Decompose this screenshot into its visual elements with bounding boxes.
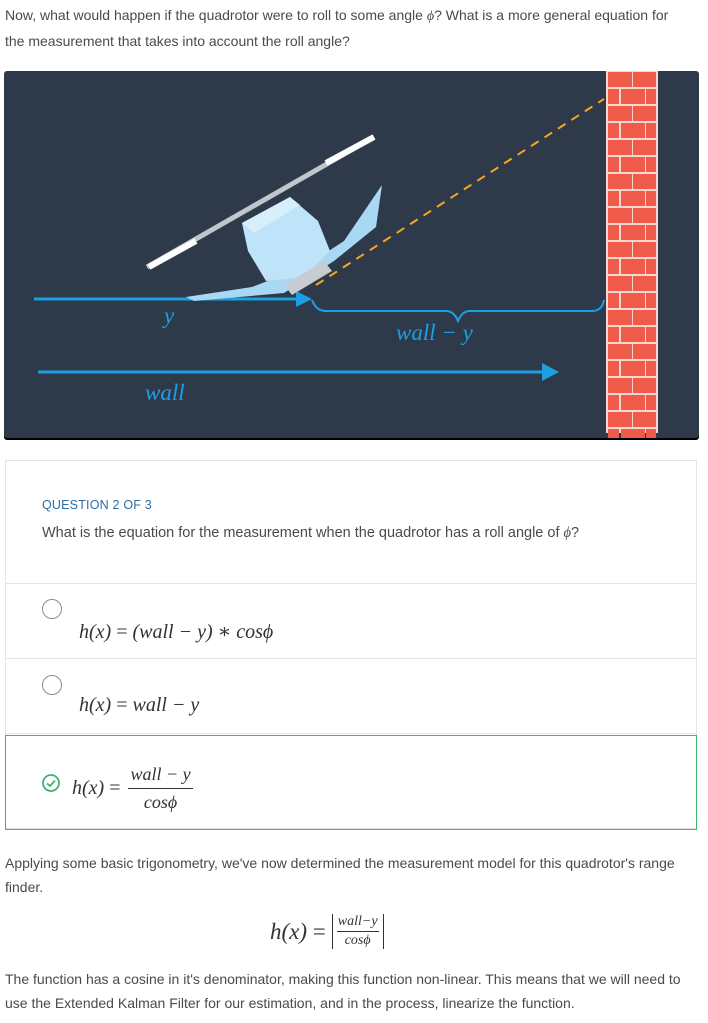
radio-button[interactable] [42, 675, 62, 695]
brick [608, 310, 632, 325]
label-y: y [164, 303, 175, 328]
model-matrix [332, 914, 384, 949]
brick [608, 208, 632, 223]
brick [608, 225, 619, 240]
model-lhs: h(x) [270, 918, 308, 944]
option-equation [79, 619, 273, 644]
brick [646, 157, 656, 172]
brick [633, 242, 656, 257]
brick [608, 140, 632, 155]
option-lhs: h(x) [79, 694, 112, 716]
question-header [6, 461, 696, 584]
brick [633, 174, 656, 189]
range-beam [316, 99, 604, 285]
brick [608, 174, 632, 189]
option-equation [72, 764, 193, 813]
brick [621, 361, 645, 376]
diagram-svg [4, 71, 699, 438]
brick [621, 293, 645, 308]
brick [646, 327, 656, 342]
quadrotor-roll-diagram [4, 71, 699, 438]
brick [608, 276, 632, 291]
brick [608, 327, 619, 342]
quiz-card [5, 460, 697, 829]
intro-phi: ϕ [426, 9, 435, 24]
brick [633, 72, 656, 87]
model-layout [270, 914, 384, 949]
answer-option-1[interactable] [6, 583, 696, 659]
brick [621, 191, 645, 206]
brick [633, 310, 656, 325]
brick [621, 225, 645, 240]
option-lhs-cell [72, 764, 128, 813]
brick [608, 72, 632, 87]
question-text-1: What is the equation for the measurement when the quadrotor has a roll angle of [42, 525, 564, 541]
question-counter: QUESTION 2 OF 3 [42, 498, 152, 512]
option-equals: = [116, 621, 128, 643]
brick [608, 293, 619, 308]
brick [633, 106, 656, 121]
brick [646, 259, 656, 274]
brick [621, 89, 645, 104]
brick [646, 123, 656, 138]
brick [646, 429, 656, 438]
option-equals: = [109, 777, 121, 799]
correct-check-icon [42, 774, 60, 792]
question-phi: ϕ [563, 525, 572, 541]
brick [633, 344, 656, 359]
brick [633, 412, 656, 427]
brick [646, 191, 656, 206]
brick [621, 123, 645, 138]
option-numerator: wall − y [128, 764, 192, 789]
brick [608, 89, 619, 104]
model-denominator: cosϕ [344, 933, 371, 948]
brick [621, 259, 645, 274]
brick [633, 276, 656, 291]
brick [608, 123, 619, 138]
brick-wall [606, 71, 658, 438]
option-lhs: h(x) [72, 777, 105, 799]
matrix-brackets [332, 914, 384, 949]
conclusion-paragraph: The function has a cosine in it's denominator, making this function non-linear. This means that we will need to use the Extended Kalman Filter for our estimation, and in the process, linearize the function. [5, 971, 681, 1011]
radio-button[interactable] [42, 599, 62, 619]
brick [621, 429, 645, 438]
brick [608, 157, 619, 172]
brick [608, 344, 632, 359]
brick [608, 242, 632, 257]
wall-minus-y-brace [312, 300, 604, 321]
label-wall-minus-y: wall − y [396, 320, 473, 345]
y-arrow-head [296, 291, 312, 307]
option-rhs: wall − y [132, 694, 200, 716]
option-fraction [128, 764, 192, 813]
summary-paragraph: Applying some basic trigonometry, we've now determined the measurement model for this quadrotor's range finder. [5, 855, 675, 895]
brick [608, 412, 632, 427]
model-lhs-cell [270, 914, 332, 949]
brick [646, 361, 656, 376]
option-rhs: (wall − y) ∗ cosϕ [132, 621, 274, 643]
brick [621, 157, 645, 172]
wall-arrow-head [542, 363, 559, 381]
option-denominator: cosϕ [143, 792, 178, 812]
brick [608, 395, 619, 410]
brick [608, 429, 619, 438]
intro-text-2: ? What is a more general equation for the measurement that takes into account the roll angle? [5, 7, 669, 49]
brick [608, 106, 632, 121]
option-equation [79, 694, 199, 717]
answer-option-2[interactable] [6, 659, 696, 734]
brick [633, 140, 656, 155]
brick [608, 259, 619, 274]
option-equals: = [116, 694, 128, 716]
quadrotor [147, 137, 382, 301]
model-equals: = [312, 918, 326, 944]
brick [621, 327, 645, 342]
brick [633, 378, 656, 393]
option-lhs: h(x) [79, 621, 112, 643]
brick [646, 89, 656, 104]
answer-option-3[interactable] [5, 735, 697, 830]
label-wall: wall [145, 380, 185, 405]
brick [608, 378, 632, 393]
question-text-2: ? [571, 525, 580, 541]
intro-paragraph [5, 3, 685, 53]
brick [608, 191, 619, 206]
fraction-layout [72, 764, 193, 813]
brick [646, 293, 656, 308]
measurement-model-equation [270, 914, 384, 949]
question-text [42, 525, 579, 542]
intro-text-1: Now, what would happen if the quadrotor were to roll to some angle [5, 7, 427, 23]
brick [621, 395, 645, 410]
model-numerator: wall−y [337, 914, 379, 932]
brick [646, 225, 656, 240]
brick [633, 208, 656, 223]
brick [608, 361, 619, 376]
brick [646, 395, 656, 410]
